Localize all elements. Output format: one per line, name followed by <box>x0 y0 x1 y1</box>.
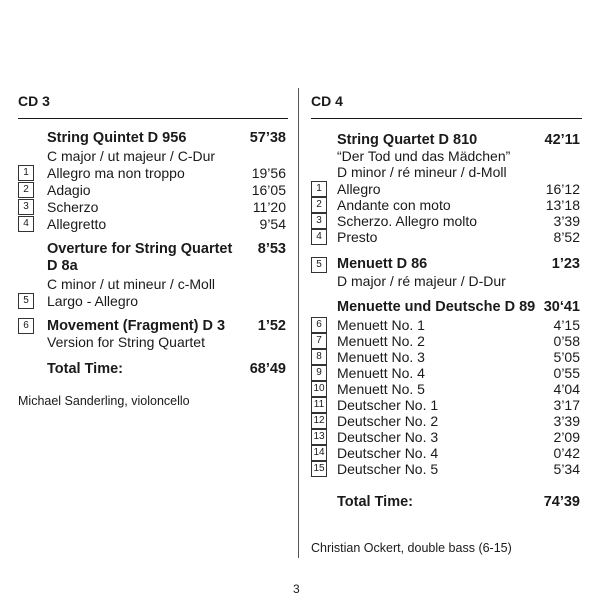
movement-name: Menuett No. 4 <box>337 365 425 381</box>
movement-name: Menuett No. 1 <box>337 317 425 333</box>
movement-name: Deutscher No. 1 <box>337 397 439 413</box>
movement-time: 11’20 <box>252 199 286 215</box>
cd3-work3-time: 1’52 <box>257 318 286 334</box>
cd3-work2-key: C minor / ut mineur / c-Moll <box>47 276 216 292</box>
track-number: 3 <box>311 213 327 229</box>
movement-name: Deutscher No. 2 <box>337 413 439 429</box>
movement-name: Deutscher No. 4 <box>337 445 439 461</box>
movement-name: Allegro <box>337 181 381 197</box>
movement-name: Andante con moto <box>337 197 451 213</box>
movement-time: 0’58 <box>553 333 580 349</box>
track-number: 7 <box>311 333 327 349</box>
track-number: 1 <box>18 165 34 181</box>
movement-name: Allegro ma non troppo <box>47 165 185 181</box>
track-number: 6 <box>18 318 34 334</box>
movement-name: Scherzo <box>47 199 99 215</box>
cd4-total-label: Total Time: <box>337 494 413 510</box>
column-divider <box>298 88 299 558</box>
track-number: 4 <box>18 216 34 232</box>
movement-time: 5’34 <box>553 461 580 477</box>
cd3-total-time: 68’49 <box>249 361 286 377</box>
track-number: 10 <box>311 381 327 397</box>
track-number: 14 <box>311 445 327 461</box>
movement-time: 0’42 <box>553 445 580 461</box>
movement-name: Menuett No. 2 <box>337 333 425 349</box>
cd3-work3-title: Movement (Fragment) D 3 <box>47 318 226 334</box>
track-number: 6 <box>311 317 327 333</box>
cd4-work2-time: 1’23 <box>551 256 580 272</box>
track-number: 12 <box>311 413 327 429</box>
cd4-work2-title: Menuett D 86 <box>337 256 428 272</box>
movement-name: Deutscher No. 3 <box>337 429 439 445</box>
track-number: 8 <box>311 349 327 365</box>
movement-time: 3’39 <box>553 413 580 429</box>
cd4-work3-time: 30‘41 <box>543 299 580 315</box>
movement-name: Deutscher No. 5 <box>337 461 439 477</box>
cd3-top-rule <box>18 118 288 119</box>
track-number: 5 <box>311 257 327 273</box>
page-number: 3 <box>293 582 300 596</box>
cd4-label: CD 4 <box>311 93 343 109</box>
movement-name: Largo - Allegro <box>47 293 139 309</box>
movement-time: 3’39 <box>553 213 580 229</box>
track-number: 2 <box>311 197 327 213</box>
track-number: 11 <box>311 397 327 413</box>
movement-time: 19’56 <box>251 165 286 181</box>
cd4-work1-subtitle: “Der Tod und das Mädchen” <box>337 148 511 164</box>
track-number: 15 <box>311 461 327 477</box>
cd3-total-label: Total Time: <box>47 361 123 377</box>
cd3-work2-title-line2: D 8a <box>47 258 78 274</box>
movement-name: Scherzo. Allegro molto <box>337 213 478 229</box>
movement-time: 4’15 <box>553 317 580 333</box>
track-number: 2 <box>18 182 34 198</box>
movement-name: Presto <box>337 229 378 245</box>
movement-time: 16’12 <box>545 181 580 197</box>
cd3-label: CD 3 <box>18 93 50 109</box>
cd3-work2-time: 8’53 <box>257 241 286 257</box>
cd4-work1-title: String Quartet D 810 <box>337 132 478 148</box>
cd4-work1-time: 42’11 <box>544 132 580 148</box>
movement-time: 5’05 <box>553 349 580 365</box>
cd4-work2-key: D major / ré majeur / D-Dur <box>337 273 506 289</box>
track-number: 4 <box>311 229 327 245</box>
track-number: 1 <box>311 181 327 197</box>
movement-time: 13’18 <box>545 197 580 213</box>
cd4-total-time: 74’39 <box>543 494 580 510</box>
cd3-credit: Michael Sanderling, violoncello <box>18 394 190 408</box>
cd4-work1-key: D minor / ré mineur / d-Moll <box>337 164 507 180</box>
movement-time: 9’54 <box>259 216 286 232</box>
movement-name: Menuett No. 5 <box>337 381 425 397</box>
cd4-credit: Christian Ockert, double bass (6-15) <box>311 541 512 555</box>
track-number: 13 <box>311 429 327 445</box>
movement-time: 4’04 <box>553 381 580 397</box>
movement-time: 16’05 <box>251 182 286 198</box>
cd4-top-rule <box>311 118 582 119</box>
movement-name: Menuett No. 3 <box>337 349 425 365</box>
cd3-work1-title: String Quintet D 956 <box>47 130 187 146</box>
track-number: 5 <box>18 293 34 309</box>
movement-name: Adagio <box>47 182 91 198</box>
track-number: 3 <box>18 199 34 215</box>
cd4-work3-title: Menuette und Deutsche D 89 <box>337 299 536 315</box>
cd3-work1-key: C major / ut majeur / C-Dur <box>47 148 216 164</box>
movement-time: 2’09 <box>553 429 580 445</box>
movement-name: Allegretto <box>47 216 107 232</box>
cd3-work3-subtitle: Version for String Quartet <box>47 334 205 350</box>
cd3-work1-time: 57’38 <box>249 130 286 146</box>
cd3-work2-title-line1: Overture for String Quartet <box>47 241 233 257</box>
movement-time: 8’52 <box>553 229 580 245</box>
track-number: 9 <box>311 365 327 381</box>
movement-time: 3’17 <box>553 397 580 413</box>
movement-time: 0’55 <box>553 365 580 381</box>
